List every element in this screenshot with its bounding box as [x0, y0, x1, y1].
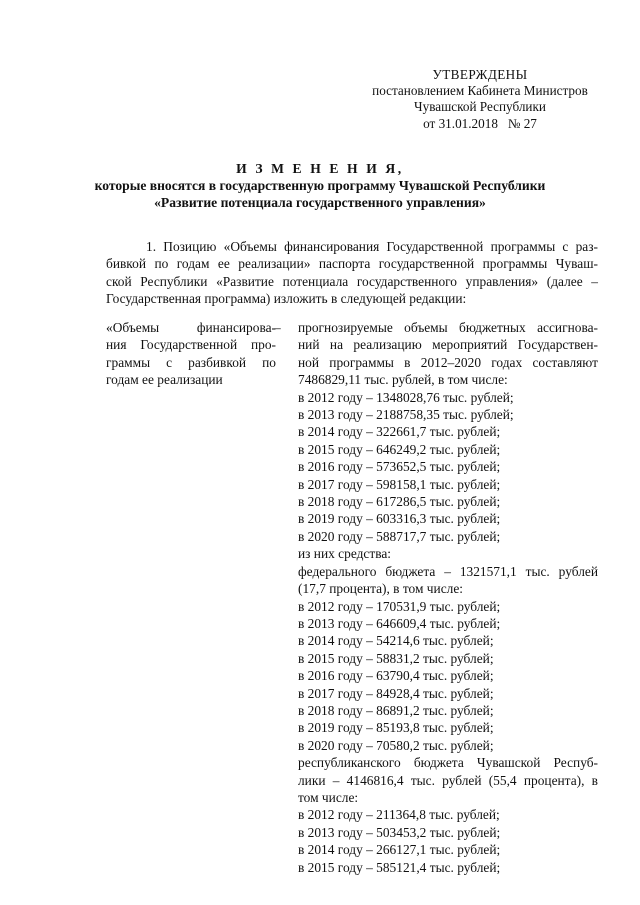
funding-line: в 2018 году – 86891,2 тыс. рублей; — [298, 702, 494, 718]
title-subtitle-line2: «Развитие потенциала государственного управления» — [154, 195, 486, 210]
funding-line: в 2014 году – 322661,7 тыс. рублей; — [298, 424, 501, 440]
funding-line: в 2015 году – 58831,2 тыс. рублей; — [298, 650, 494, 666]
funding-line: из них средства: — [298, 546, 392, 562]
approval-region: Чувашской Республики — [414, 99, 546, 115]
approval-stamp — [360, 67, 600, 132]
funding-line: в 2014 году – 266127,1 тыс. рублей; — [298, 842, 501, 858]
funding-line: республиканского бюджета Чувашской Респуб- — [298, 755, 598, 771]
funding-line: (17,7 процента), в том числе: — [298, 581, 463, 597]
funding-line: 7486829,11 тыс. рублей, в том числе: — [298, 372, 508, 388]
position-label-line: граммы с разбивкой по — [106, 354, 276, 370]
funding-line: в 2020 году – 70580,2 тыс. рублей; — [298, 737, 494, 753]
intro-line: Государственная программа) изложить в следующей редакции: — [106, 291, 467, 307]
funding-line: в 2019 году – 603316,3 тыс. рублей; — [298, 511, 501, 527]
document-title — [60, 160, 580, 211]
funding-details — [298, 319, 598, 876]
funding-line: лики – 4146816,4 тыс. рублей (55,4 процента), в — [298, 772, 598, 788]
position-label-line: годам ее реализации — [106, 372, 223, 388]
column-dash: – — [274, 320, 281, 335]
funding-line: в 2014 году – 54214,6 тыс. рублей; — [298, 633, 494, 649]
approval-heading: УТВЕРЖДЕНЫ — [432, 67, 528, 82]
approval-issuer: постановлением Кабинета Министров — [372, 83, 588, 99]
funding-line: в 2013 году – 503453,2 тыс. рублей; — [298, 824, 501, 840]
position-label — [106, 319, 276, 389]
funding-line: федерального бюджета – 1321571,1 тыс. рублей — [298, 563, 598, 579]
funding-line: в 2019 году – 85193,8 тыс. рублей; — [298, 720, 494, 736]
intro-line: 1. Позицию «Объемы финансирования Государственной программы с раз- — [146, 239, 598, 254]
intro-paragraph — [106, 238, 598, 308]
funding-line: прогнозируемые объемы бюджетных ассигнова- — [298, 320, 598, 335]
funding-line: в 2017 году – 598158,1 тыс. рублей; — [298, 476, 501, 492]
funding-line: в 2016 году – 63790,4 тыс. рублей; — [298, 668, 494, 684]
title-changes: И З М Е Н Е Н И Я, — [236, 161, 404, 176]
approval-date-number: от 31.01.2018 № 27 — [423, 115, 537, 131]
intro-line: ской Республики «Развитие потенциала государственного управления» (далее – — [106, 273, 598, 289]
funding-line: в 2020 году – 588717,7 тыс. рублей; — [298, 528, 501, 544]
funding-line: в 2013 году – 646609,4 тыс. рублей; — [298, 615, 501, 631]
funding-line: в 2012 году – 1348028,76 тыс. рублей; — [298, 389, 514, 405]
funding-line: том числе: — [298, 789, 359, 805]
funding-line: в 2012 году – 170531,9 тыс. рублей; — [298, 598, 501, 614]
funding-line: в 2015 году – 646249,2 тыс. рублей; — [298, 441, 501, 457]
funding-line: ной программы в 2012–2020 годах составляют — [298, 354, 598, 370]
funding-line: в 2015 году – 585121,4 тыс. рублей; — [298, 859, 501, 875]
position-label-line: «Объемы финансирова- — [106, 320, 276, 335]
funding-line: в 2012 году – 211364,8 тыс. рублей; — [298, 807, 500, 823]
funding-line: в 2017 году – 84928,4 тыс. рублей; — [298, 685, 494, 701]
position-label-line: ния Государственной про- — [106, 337, 276, 353]
funding-line: в 2016 году – 573652,5 тыс. рублей; — [298, 459, 501, 475]
funding-line: в 2018 году – 617286,5 тыс. рублей; — [298, 494, 501, 510]
funding-line: в 2013 году – 2188758,35 тыс. рублей; — [298, 407, 514, 423]
title-subtitle-line1: которые вносятся в государственную программу Чувашской Республики — [94, 178, 546, 193]
funding-line: ний на реализацию мероприятий Государствен- — [298, 337, 598, 353]
intro-line: бивкой по годам ее реализации» паспорта государственной программы Чуваш- — [106, 256, 598, 272]
